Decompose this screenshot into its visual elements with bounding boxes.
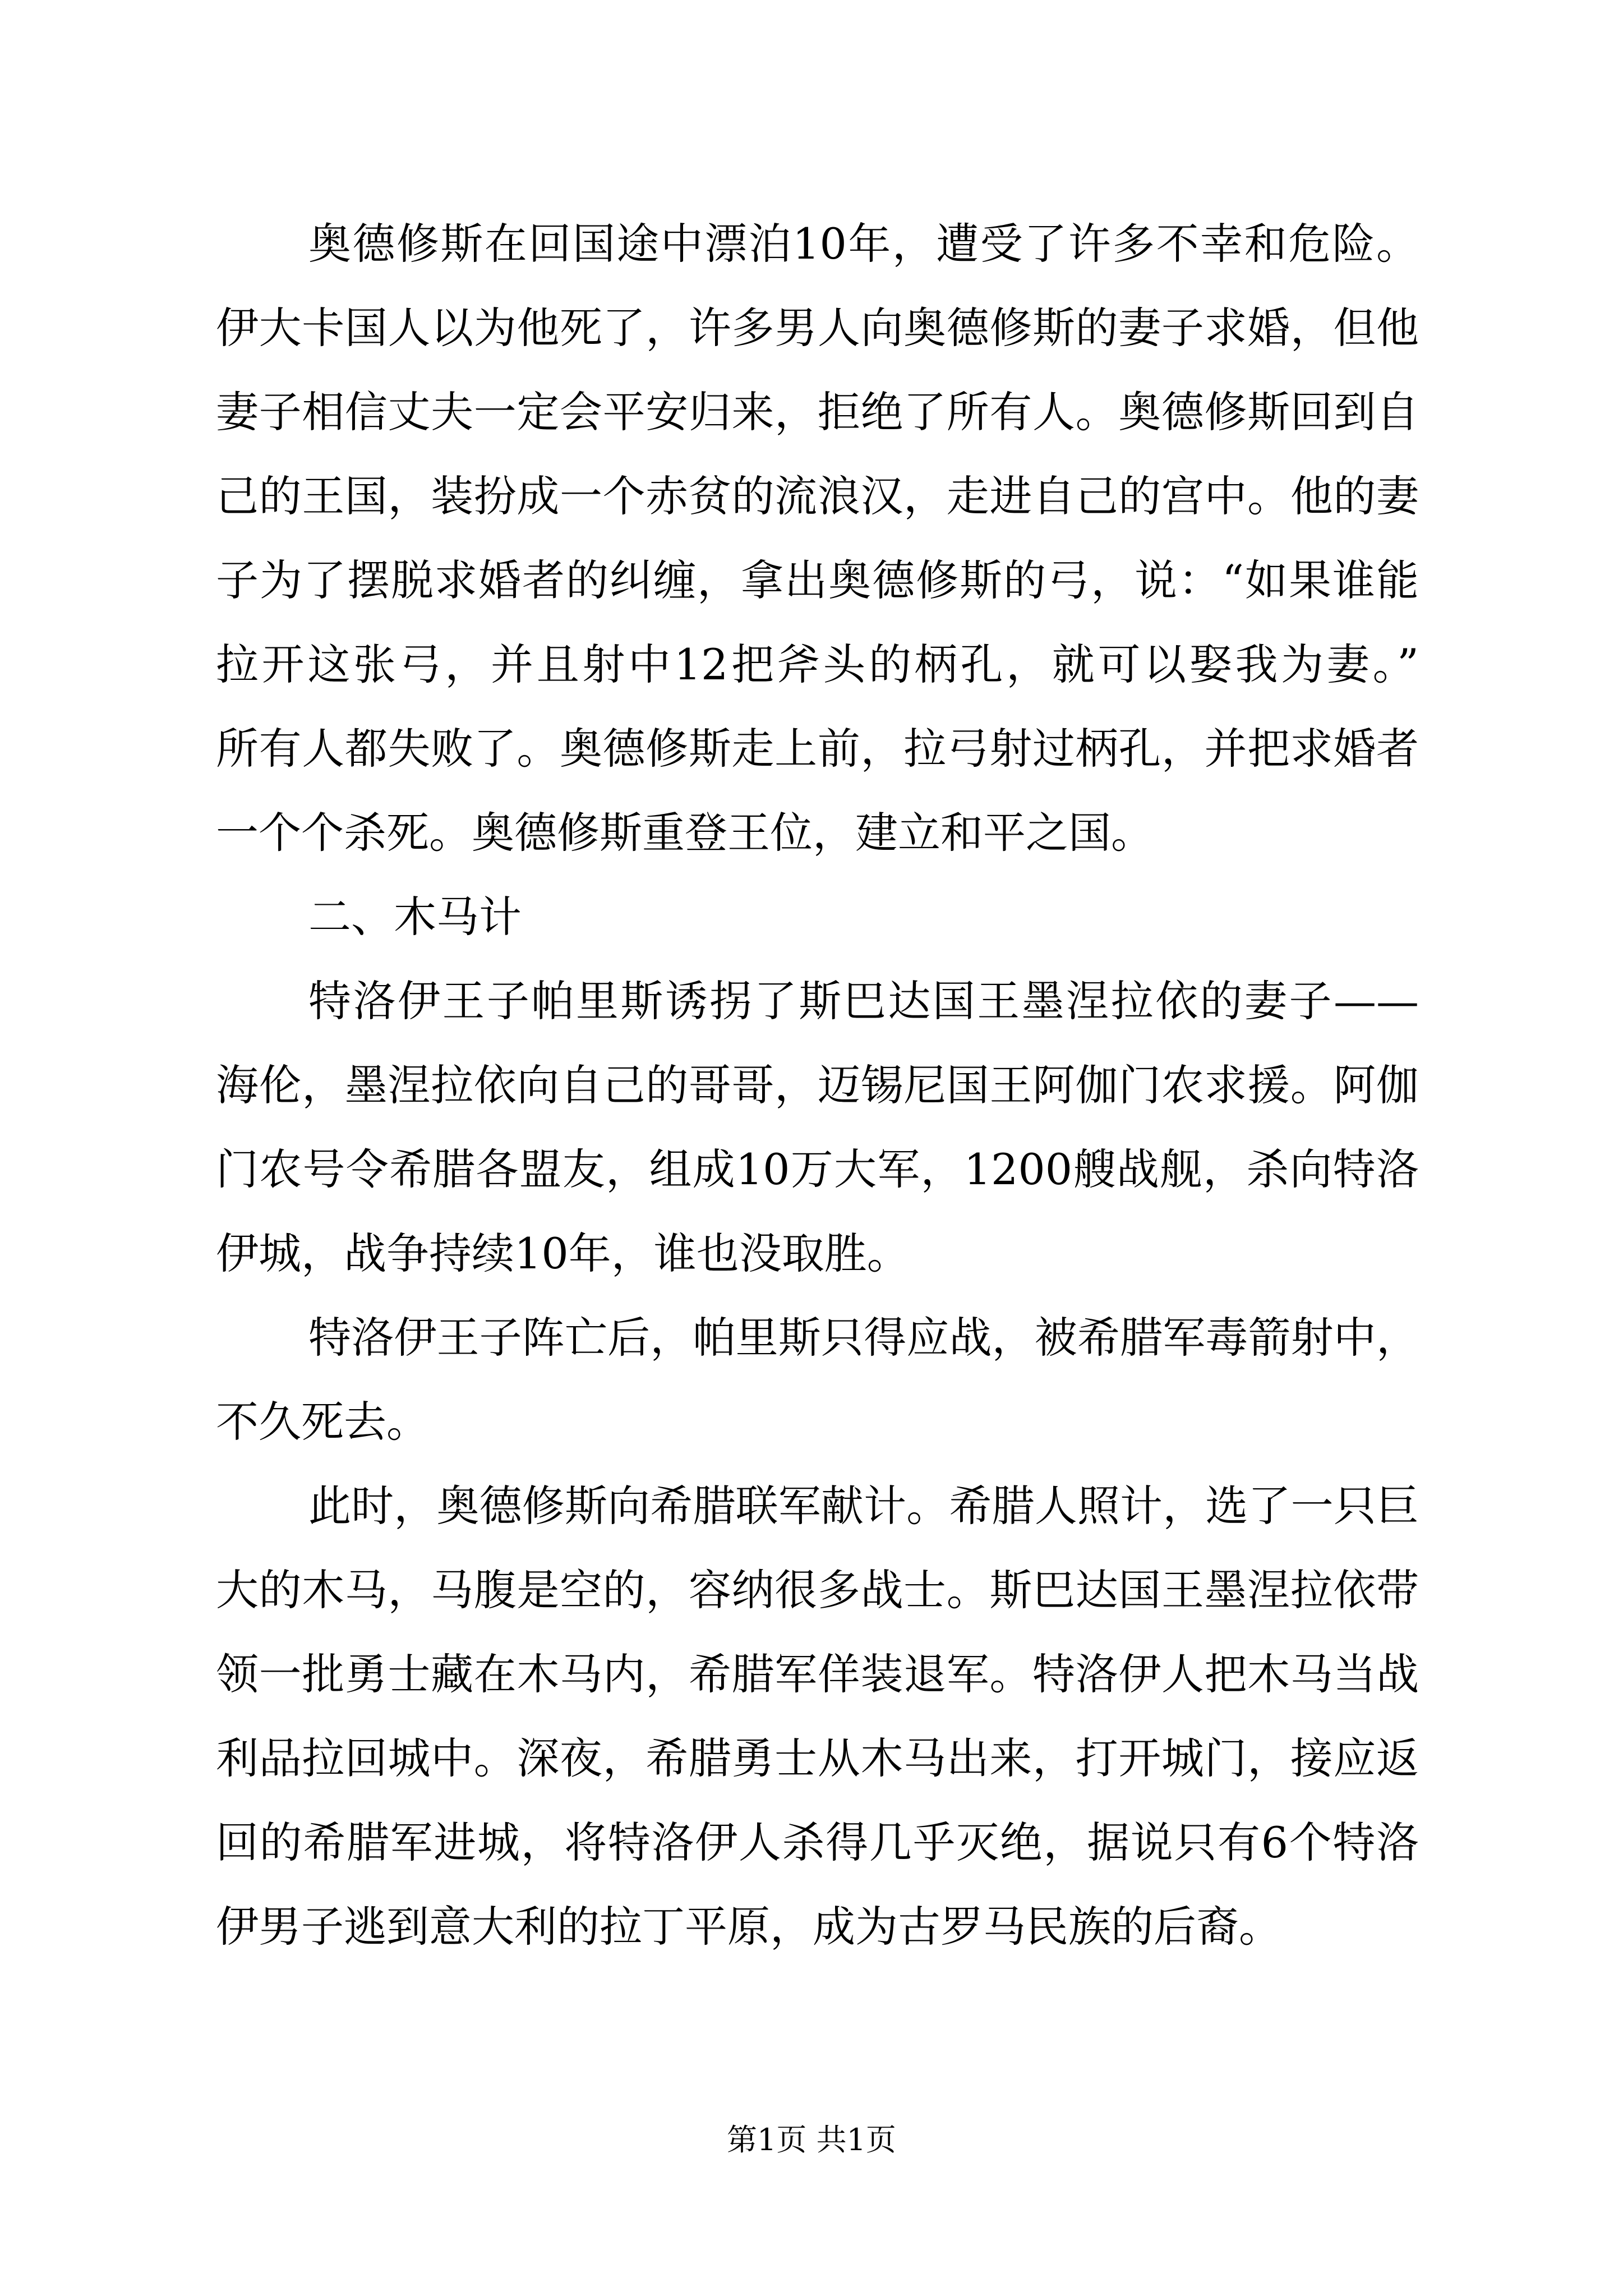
text-line: 奥德修斯在回国途中漂泊10年，遭受了许多不幸和危险。 bbox=[308, 219, 1419, 269]
text-line: 所有人都失败了。奥德修斯走上前，拉弓射过柄孔，并把求婚者 bbox=[216, 724, 1419, 774]
text-line: 利品拉回城中。深夜，希腊勇士从木马出来，打开城门，接应返 bbox=[216, 1733, 1419, 1783]
section-heading: 二、木马计 bbox=[308, 892, 522, 942]
text-line: 伊城，战争持续10年，谁也没取胜。 bbox=[216, 1228, 910, 1278]
text-line: 拉开这张弓，并且射中12把斧头的柄孔，就可以娶我为妻。” bbox=[216, 639, 1419, 689]
text-line: 门农号令希腊各盟友，组成10万大军，1200艘战舰，杀向特洛 bbox=[216, 1144, 1419, 1194]
text-line: 不久死去。 bbox=[216, 1397, 429, 1447]
document-body bbox=[216, 202, 1419, 1969]
text-line: 特洛伊王子帕里斯诱拐了斯巴达国王墨涅拉依的妻子—— bbox=[308, 976, 1419, 1026]
text-line: 己的王国，装扮成一个赤贫的流浪汉，走进自己的宫中。他的妻 bbox=[216, 471, 1419, 521]
text-line: 领一批勇士藏在木马内，希腊军佯装退军。特洛伊人把木马当战 bbox=[216, 1649, 1419, 1699]
page-footer: 第1页 共1页 bbox=[727, 2122, 896, 2157]
text-line: 特洛伊王子阵亡后，帕里斯只得应战，被希腊军毒箭射中， bbox=[308, 1313, 1419, 1363]
text-line: 子为了摆脱求婚者的纠缠，拿出奥德修斯的弓，说：“如果谁能 bbox=[216, 555, 1419, 605]
text-line: 伊大卡国人以为他死了，许多男人向奥德修斯的妻子求婚，但他 bbox=[216, 303, 1419, 353]
text-line: 此时，奥德修斯向希腊联军献计。希腊人照计，选了一只巨 bbox=[308, 1481, 1419, 1531]
text-line: 海伦，墨涅拉依向自己的哥哥，迈锡尼国王阿伽门农求援。阿伽 bbox=[216, 1060, 1419, 1110]
text-line: 妻子相信丈夫一定会平安归来，拒绝了所有人。奥德修斯回到自 bbox=[216, 387, 1419, 437]
text-line: 回的希腊军进城，将特洛伊人杀得几乎灭绝，据说只有6个特洛 bbox=[216, 1818, 1419, 1867]
text-line: 伊男子逃到意大利的拉丁平原，成为古罗马民族的后裔。 bbox=[216, 1902, 1281, 1952]
text-line: 一个个杀死。奥德修斯重登王位，建立和平之国。 bbox=[216, 808, 1154, 858]
text-line: 大的木马，马腹是空的，容纳很多战士。斯巴达国王墨涅拉依带 bbox=[216, 1565, 1419, 1615]
